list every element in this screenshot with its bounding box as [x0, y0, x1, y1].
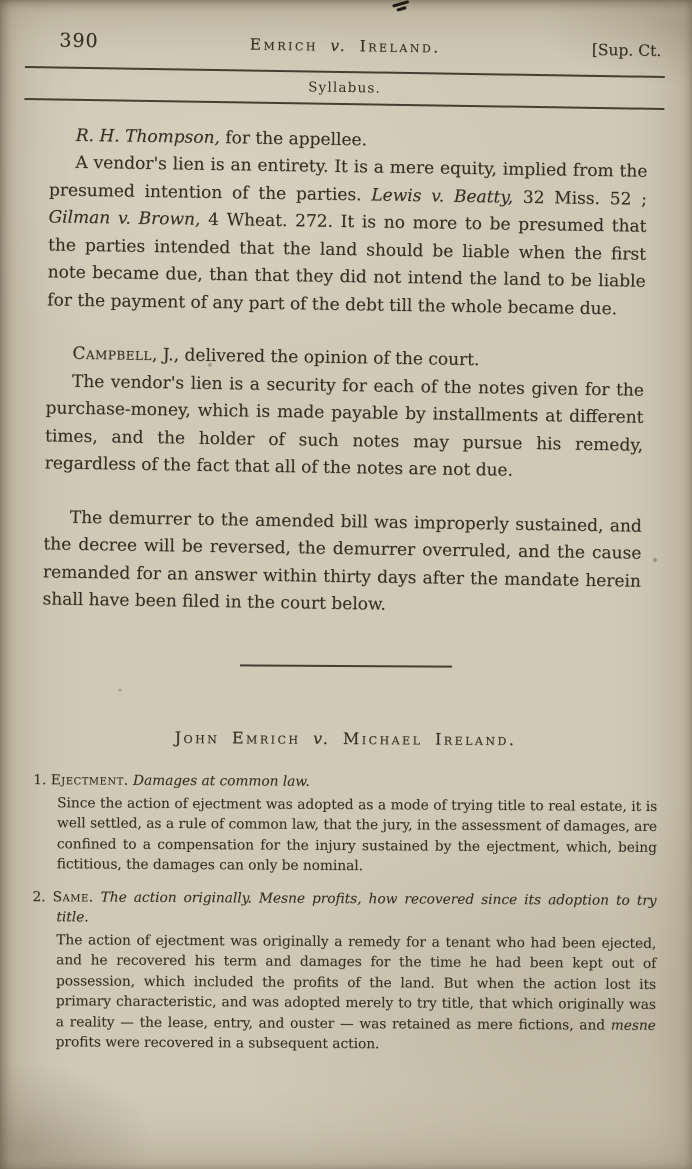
italic-text-run: The action originally. Mesne profits, how recovered since its adoption to try title. [56, 888, 657, 925]
text-run: A vendor's lien is an entirety. It is a mere equity, implied from the presumed intention of the parties. [48, 152, 648, 205]
headnote-heading [32, 886, 657, 931]
page-bottom-section [0, 662, 692, 1056]
smallcaps-text-run: Ejectment. [50, 771, 129, 789]
text-run: 2. [32, 888, 53, 905]
court-label: [Sup. Ct. [591, 40, 662, 60]
text-run: profits were recovered in a subsequent action. [55, 1033, 380, 1052]
smallcaps-text-run: Ireland. [359, 37, 441, 57]
page-number: 390 [59, 29, 99, 53]
italic-text-run: R. H. Thompson, [75, 125, 221, 148]
text-run: 32 Miss. 52 ; [512, 187, 648, 210]
smallcaps-text-run: Michael Ireland. [342, 728, 517, 749]
italic-text-run: v. [317, 36, 360, 56]
opinion-paragraph [47, 149, 648, 323]
text-run: The action of ejectment was originally a remedy for a tenant who had been ejected, and he recovered his term and damages for the time he had been kept out of possession, which included the profits of the land. But when the action lost its primary characteristic, and was adopted merely to try title, that which originally was a reality — the lease, entry, and ouster — was retained as mere fictions, and [55, 931, 657, 1033]
case-title [0, 726, 692, 749]
opinion-paragraph [44, 368, 644, 487]
opinion-paragraph [42, 504, 642, 623]
headnote-body [56, 929, 657, 1056]
text-run: The demurrer to the amended bill was improperly sustained, and the decree will be reversed, the demurrer overruled, and the cause remanded for an answer within thirty days after the mandate herein shall have been filed in the court below. [42, 507, 642, 615]
smallcaps-text-run: John Emrich [174, 727, 301, 748]
smallcaps-text-run: Emrich [249, 35, 319, 55]
text-run: for the appellee. [219, 127, 368, 150]
smallcaps-text-run: Campbell [72, 343, 153, 365]
italic-text-run: Damages at common law. [132, 772, 310, 790]
headnote-body [57, 792, 657, 878]
headnote-2 [32, 886, 657, 1056]
text-run: 4 Wheat. 272. It is no more to be presumed that the parties intended that the land should be liable when the first note became due, than that they did not intend the land to be liable for the payment of any part of the debt till the whole became due. [47, 209, 647, 319]
text-run: Since the action of ejectment was adopted as a mode of trying title to real estate, it is well settled, as a rule of common law, that the jury, in the assessment of damages, are confined to a compensation for the injury sustained by the ejectment, which, being fictitious, the damages can only be nominal. [56, 794, 658, 874]
italic-text-run: mesne [610, 1016, 656, 1033]
headnote-1 [33, 770, 658, 878]
italic-text-run: v. [300, 728, 343, 748]
case-separator-rule [240, 664, 452, 667]
text-run: 1. [33, 771, 51, 788]
headnote-heading [33, 770, 657, 794]
text-run: , J., delivered the opinion of the court. [151, 344, 480, 371]
section-label: Syllabus. [308, 79, 382, 97]
text-run: The vendor's lien is a security for each of the notes given for the purchase-money, which is made payable by installments at different times, and the holder of such notes may pursue his remedy, regardless of the fact that all of the notes are not due. [44, 371, 645, 481]
smallcaps-text-run: Same. [52, 888, 94, 905]
headnotes [0, 769, 691, 1056]
page-header [0, 29, 691, 62]
italic-text-run: Lewis v. Beatty, [371, 184, 514, 208]
running-title [250, 35, 441, 56]
opinion-text [0, 99, 690, 624]
italic-text-run: Gilman v. Brown, [48, 207, 201, 230]
